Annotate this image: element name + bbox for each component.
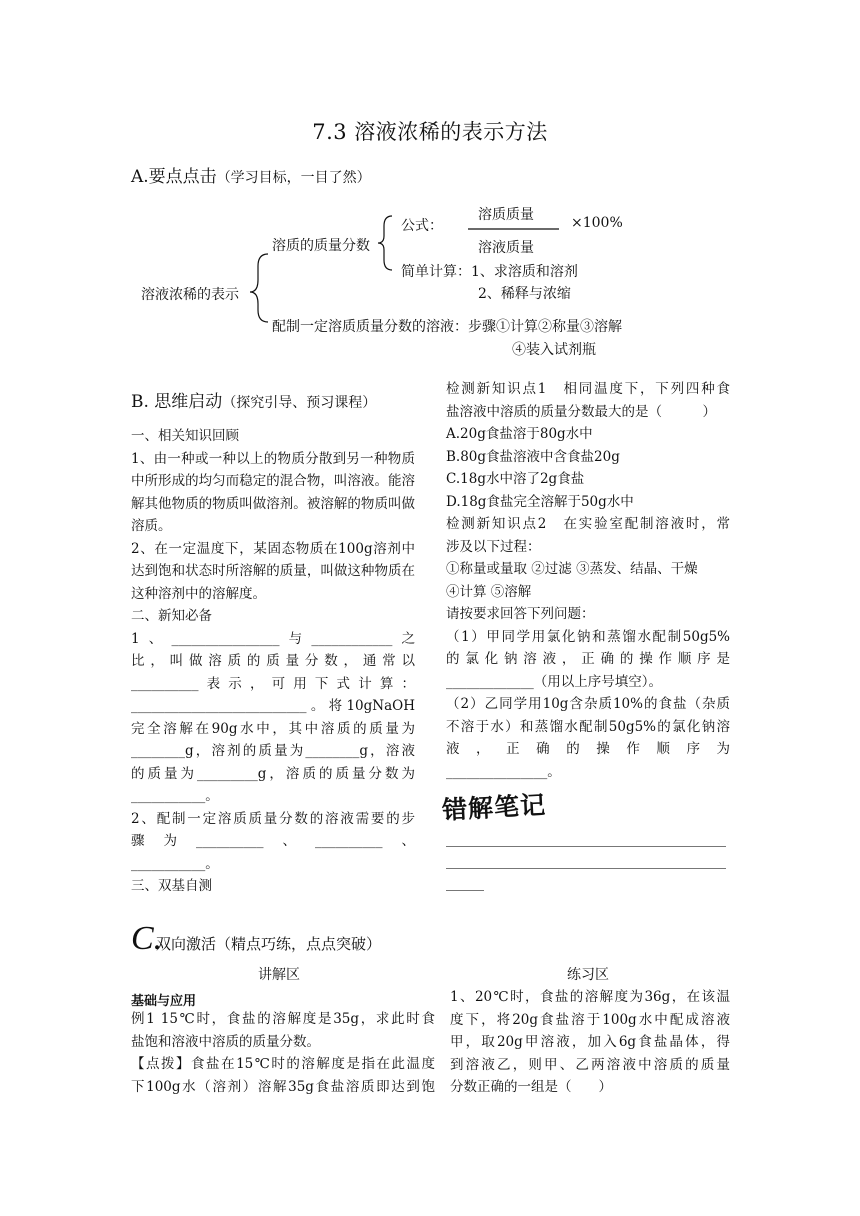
option-c: C.18g水中溶了2g食盐 [446, 471, 585, 487]
question-line: 请按要求回答下列问题： [446, 606, 595, 622]
fill-line: 的质量为_________g，溶质的质量分数为 [131, 765, 415, 782]
diagram-calc1: 简单计算：1、求溶质和溶剂 [401, 264, 578, 280]
example-line: 盐饱和溶液中溶质的质量分数。 [131, 1033, 320, 1050]
notes-line [446, 890, 484, 891]
practice-line: 到溶液乙，则甲、乙两溶液中溶质的质量 [450, 1056, 730, 1073]
fill-line: 1、________________与____________之 [131, 630, 415, 647]
notes-line [446, 868, 726, 869]
diagram-times100: ×100% [571, 215, 623, 231]
fill-line: 骤为__________、__________、 [131, 833, 415, 849]
diagram-branch-prepare: 配制一定溶质质量分数的溶液：步骤①计算②称量③溶解 [272, 319, 622, 335]
question-line: 涉及以下过程： [446, 538, 541, 555]
example-line: 下100g水（溶剂）溶解35g食盐溶质即达到饱 [131, 1078, 435, 1095]
left-column [131, 425, 415, 898]
practice-area-label: 练习区 [567, 967, 609, 983]
fill-line: 2、配制一定溶质质量分数的溶液需要的步 [131, 810, 415, 827]
question-line: _______________。 [446, 763, 561, 780]
review-heading: 一、相关知识回顾 [131, 428, 239, 444]
section-b-label: B. 思维启动 [131, 392, 223, 412]
fill-line: ___________。 [131, 788, 219, 804]
question-line: _____________（用以上序号填空）。 [446, 673, 662, 690]
diagram-branch-prepare-cont: ④装入试剂瓶 [512, 342, 596, 358]
fill-line: __________表示，可用下式计算： [131, 675, 415, 692]
practice-line: 甲，取20g甲溶液，加入6g食盐晶体，得 [450, 1034, 730, 1050]
question-line: 盐溶液中溶质的质量分数最大的是（ ） [446, 403, 716, 420]
fill-line: __________________________。将10gNaOH [131, 698, 415, 714]
fill-line: 比，叫做溶质的质量分数，通常以 [131, 653, 415, 669]
section-a-note: （学习目标，一目了然） [216, 170, 371, 186]
diagram-denominator: 溶液质量 [478, 240, 534, 256]
example-line: 【点拨】食盐在15℃时的溶解度是指在此温度 [131, 1056, 435, 1072]
diagram-formula-label: 公式： [401, 218, 443, 234]
review-paragraph-2: 2、在一定温度下，某固态物质在100g溶剂中达到饱和状态时所溶解的质量，叫做这种物质在这种溶剂中的溶解度。 [131, 540, 415, 602]
option-b: B.80g食盐溶液中含食盐20g [446, 448, 620, 465]
right-column [446, 378, 730, 783]
practice-block [450, 986, 730, 1099]
question-line: 不溶于水）和蒸馏水配制50g5%的氯化钠溶 [446, 718, 730, 735]
explain-area-label: 讲解区 [258, 967, 300, 983]
question-line: （2）乙同学用10g含杂质10%的食盐（杂质 [446, 696, 730, 712]
section-c-heading: 双向激活（精点巧练，点点突破） [156, 935, 382, 953]
diagram-root: 溶液浓稀的表示 [141, 287, 239, 303]
diagram-branch-mass-fraction: 溶质的质量分数 [272, 238, 370, 254]
option-a: A.20g食盐溶于80g水中 [446, 426, 593, 442]
new-knowledge-heading: 二、新知必备 [131, 608, 212, 624]
question-line: 液，正确的操作顺序为 [446, 741, 730, 757]
page-title: 7.3 溶液浓稀的表示方法 [312, 120, 548, 144]
section-a-label: A.要点点击 [131, 167, 217, 187]
question-line: ①称量或量取 ②过滤 ③蒸发、结晶、干燥 [446, 561, 698, 577]
question-line: 检测新知识点2 在实验室配制溶液时，常 [446, 516, 730, 532]
question-line: 的氯化钠溶液，正确的操作顺序是 [446, 651, 730, 667]
practice-line: 分数正确的一组是（ ） [450, 1079, 612, 1095]
notes-line [446, 846, 726, 847]
section-b-note: （探究引导、预习课程） [222, 395, 377, 411]
basics-label: 基础与应用 [131, 994, 197, 1009]
review-paragraph-1: 1、由一种或一种以上的物质分散到另一种物质中所形成的均匀而稳定的混合物，叫溶液。能溶解其他物质的物质叫做溶剂。被溶解的物质叫做溶质。 [131, 450, 415, 534]
question-line: ④计算 ⑤溶解 [446, 583, 532, 600]
example-block [131, 1008, 435, 1098]
practice-line: 度下，将20g食盐溶于100g水中配成溶液 [450, 1011, 730, 1028]
section-c-mark: C. [131, 920, 163, 957]
error-notes-heading: 错解笔记 [441, 790, 547, 825]
practice-line: 1、20℃时，食盐的溶解度为36g，在该温 [450, 989, 730, 1005]
self-test-heading: 三、双基自测 [131, 878, 212, 894]
fill-line: 完全溶解在90g水中，其中溶质的质量为 [131, 720, 415, 737]
fill-line: ___________。 [131, 855, 219, 872]
section-b-heading [131, 387, 376, 412]
diagram-numerator: 溶质质量 [478, 207, 534, 223]
question-line: 检测新知识点1 相同温度下，下列四种食 [446, 381, 730, 397]
question-line: （1）甲同学用氯化钠和蒸馏水配制50g5% [446, 628, 730, 645]
example-line: 例1 15℃时，食盐的溶解度是35g，求此时食 [131, 1011, 435, 1027]
option-d: D.18g食盐完全溶解于50g水中 [446, 493, 634, 510]
diagram-calc2: 2、稀释与浓缩 [478, 286, 571, 302]
fill-line: ________g，溶剂的质量为________g，溶液 [131, 743, 415, 759]
